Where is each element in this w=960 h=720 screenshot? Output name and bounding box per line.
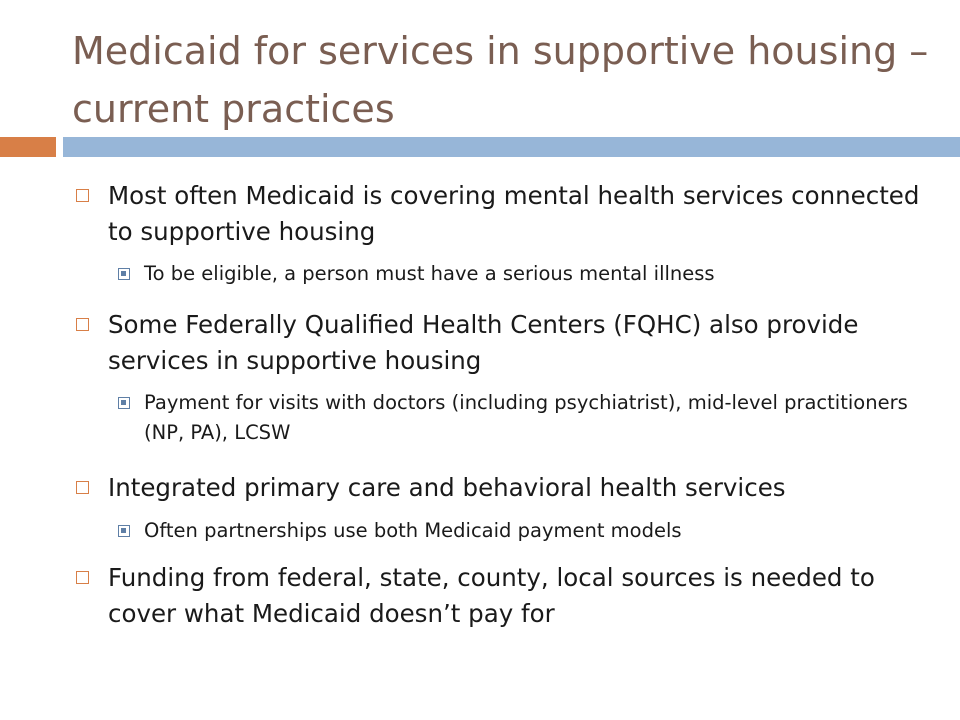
square-bullet-icon: [76, 571, 89, 584]
sub-bullet-text: To be eligible, a person must have a serious mental illness: [144, 262, 715, 285]
bullet-item: [76, 470, 926, 506]
bullet-item: [76, 178, 926, 250]
square-bullet-icon: [76, 318, 89, 331]
bullet-item: [76, 560, 926, 632]
filled-square-bullet-icon: [118, 525, 130, 537]
bullet-text: Integrated primary care and behavioral health services: [108, 473, 786, 502]
slide-title: Medicaid for services in supportive housing – current practices: [72, 29, 929, 131]
sub-bullet-item: [118, 388, 918, 448]
sub-bullet-item: [118, 259, 918, 289]
square-bullet-icon: [76, 481, 89, 494]
bullet-item: [76, 307, 926, 379]
bullet-text: Funding from federal, state, county, local sources is needed to cover what Medicaid doesn’t pay for: [108, 563, 875, 628]
bullet-text: Some Federally Qualified Health Centers (FQHC) also provide services in supportive housing: [108, 310, 859, 375]
sub-bullet-text: Payment for visits with doctors (including psychiatrist), mid-level practitioners (NP, PA), LCSW: [144, 391, 908, 444]
sub-bullet-item: [118, 516, 918, 546]
bullet-text: Most often Medicaid is covering mental health services connected to supportive housing: [108, 181, 920, 246]
filled-square-bullet-icon: [118, 268, 130, 280]
square-bullet-icon: [76, 189, 89, 202]
filled-square-bullet-icon: [118, 397, 130, 409]
sub-bullet-text: Often partnerships use both Medicaid payment models: [144, 519, 682, 542]
